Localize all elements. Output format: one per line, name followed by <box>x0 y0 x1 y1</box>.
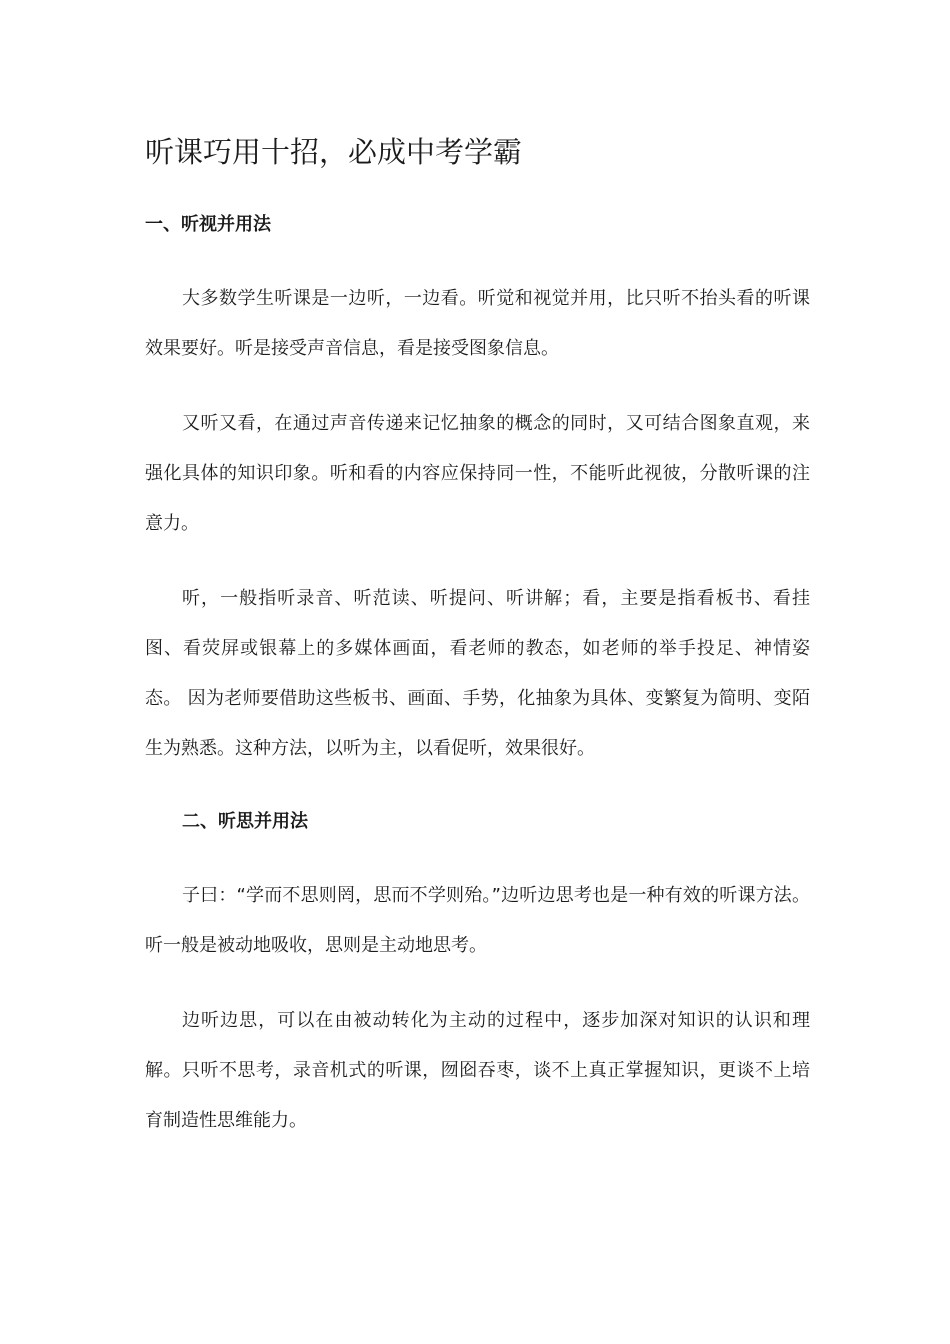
paragraph: 边听边思，可以在由被动转化为主动的过程中，逐步加深对知识的认识和理解。只听不思考，录音机式的听课，囫囵吞枣，谈不上真正掌握知识，更谈不上培育制造性思维能力。 <box>145 1010 810 1131</box>
paragraph: 听，一般指听录音、听范读、听提问、听讲解；看，主要是指看板书、看挂图、看荧屏或银幕上的多媒体画面，看老师的教态，如老师的举手投足、神情姿态。 因为老师要借助这些板书、画面、手势，化抽象为具体、变繁复为简明、变陌生为熟悉。这种方法，以听为主，以看促听，效果很好。 <box>145 588 810 759</box>
paragraph: 大多数学生听课是一边听，一边看。听觉和视觉并用，比只听不抬头看的听课效果要好。听是接受声音信息，看是接受图象信息。 <box>145 288 810 359</box>
document-title: 听课巧用十招，必成中考学霸 <box>145 135 523 169</box>
section-heading-2: 二、听思并用法 <box>182 811 308 832</box>
paragraph: 又听又看，在通过声音传递来记忆抽象的概念的同时，又可结合图象直观，来强化具体的知识印象。听和看的内容应保持同一性，不能听此视彼，分散听课的注意力。 <box>145 413 810 534</box>
section-heading-1: 一、听视并用法 <box>145 214 271 235</box>
paragraph: 子曰：“学而不思则罔，思而不学则殆。”边听边思考也是一种有效的听课方法。听一般是被动地吸收，思则是主动地思考。 <box>145 885 810 956</box>
